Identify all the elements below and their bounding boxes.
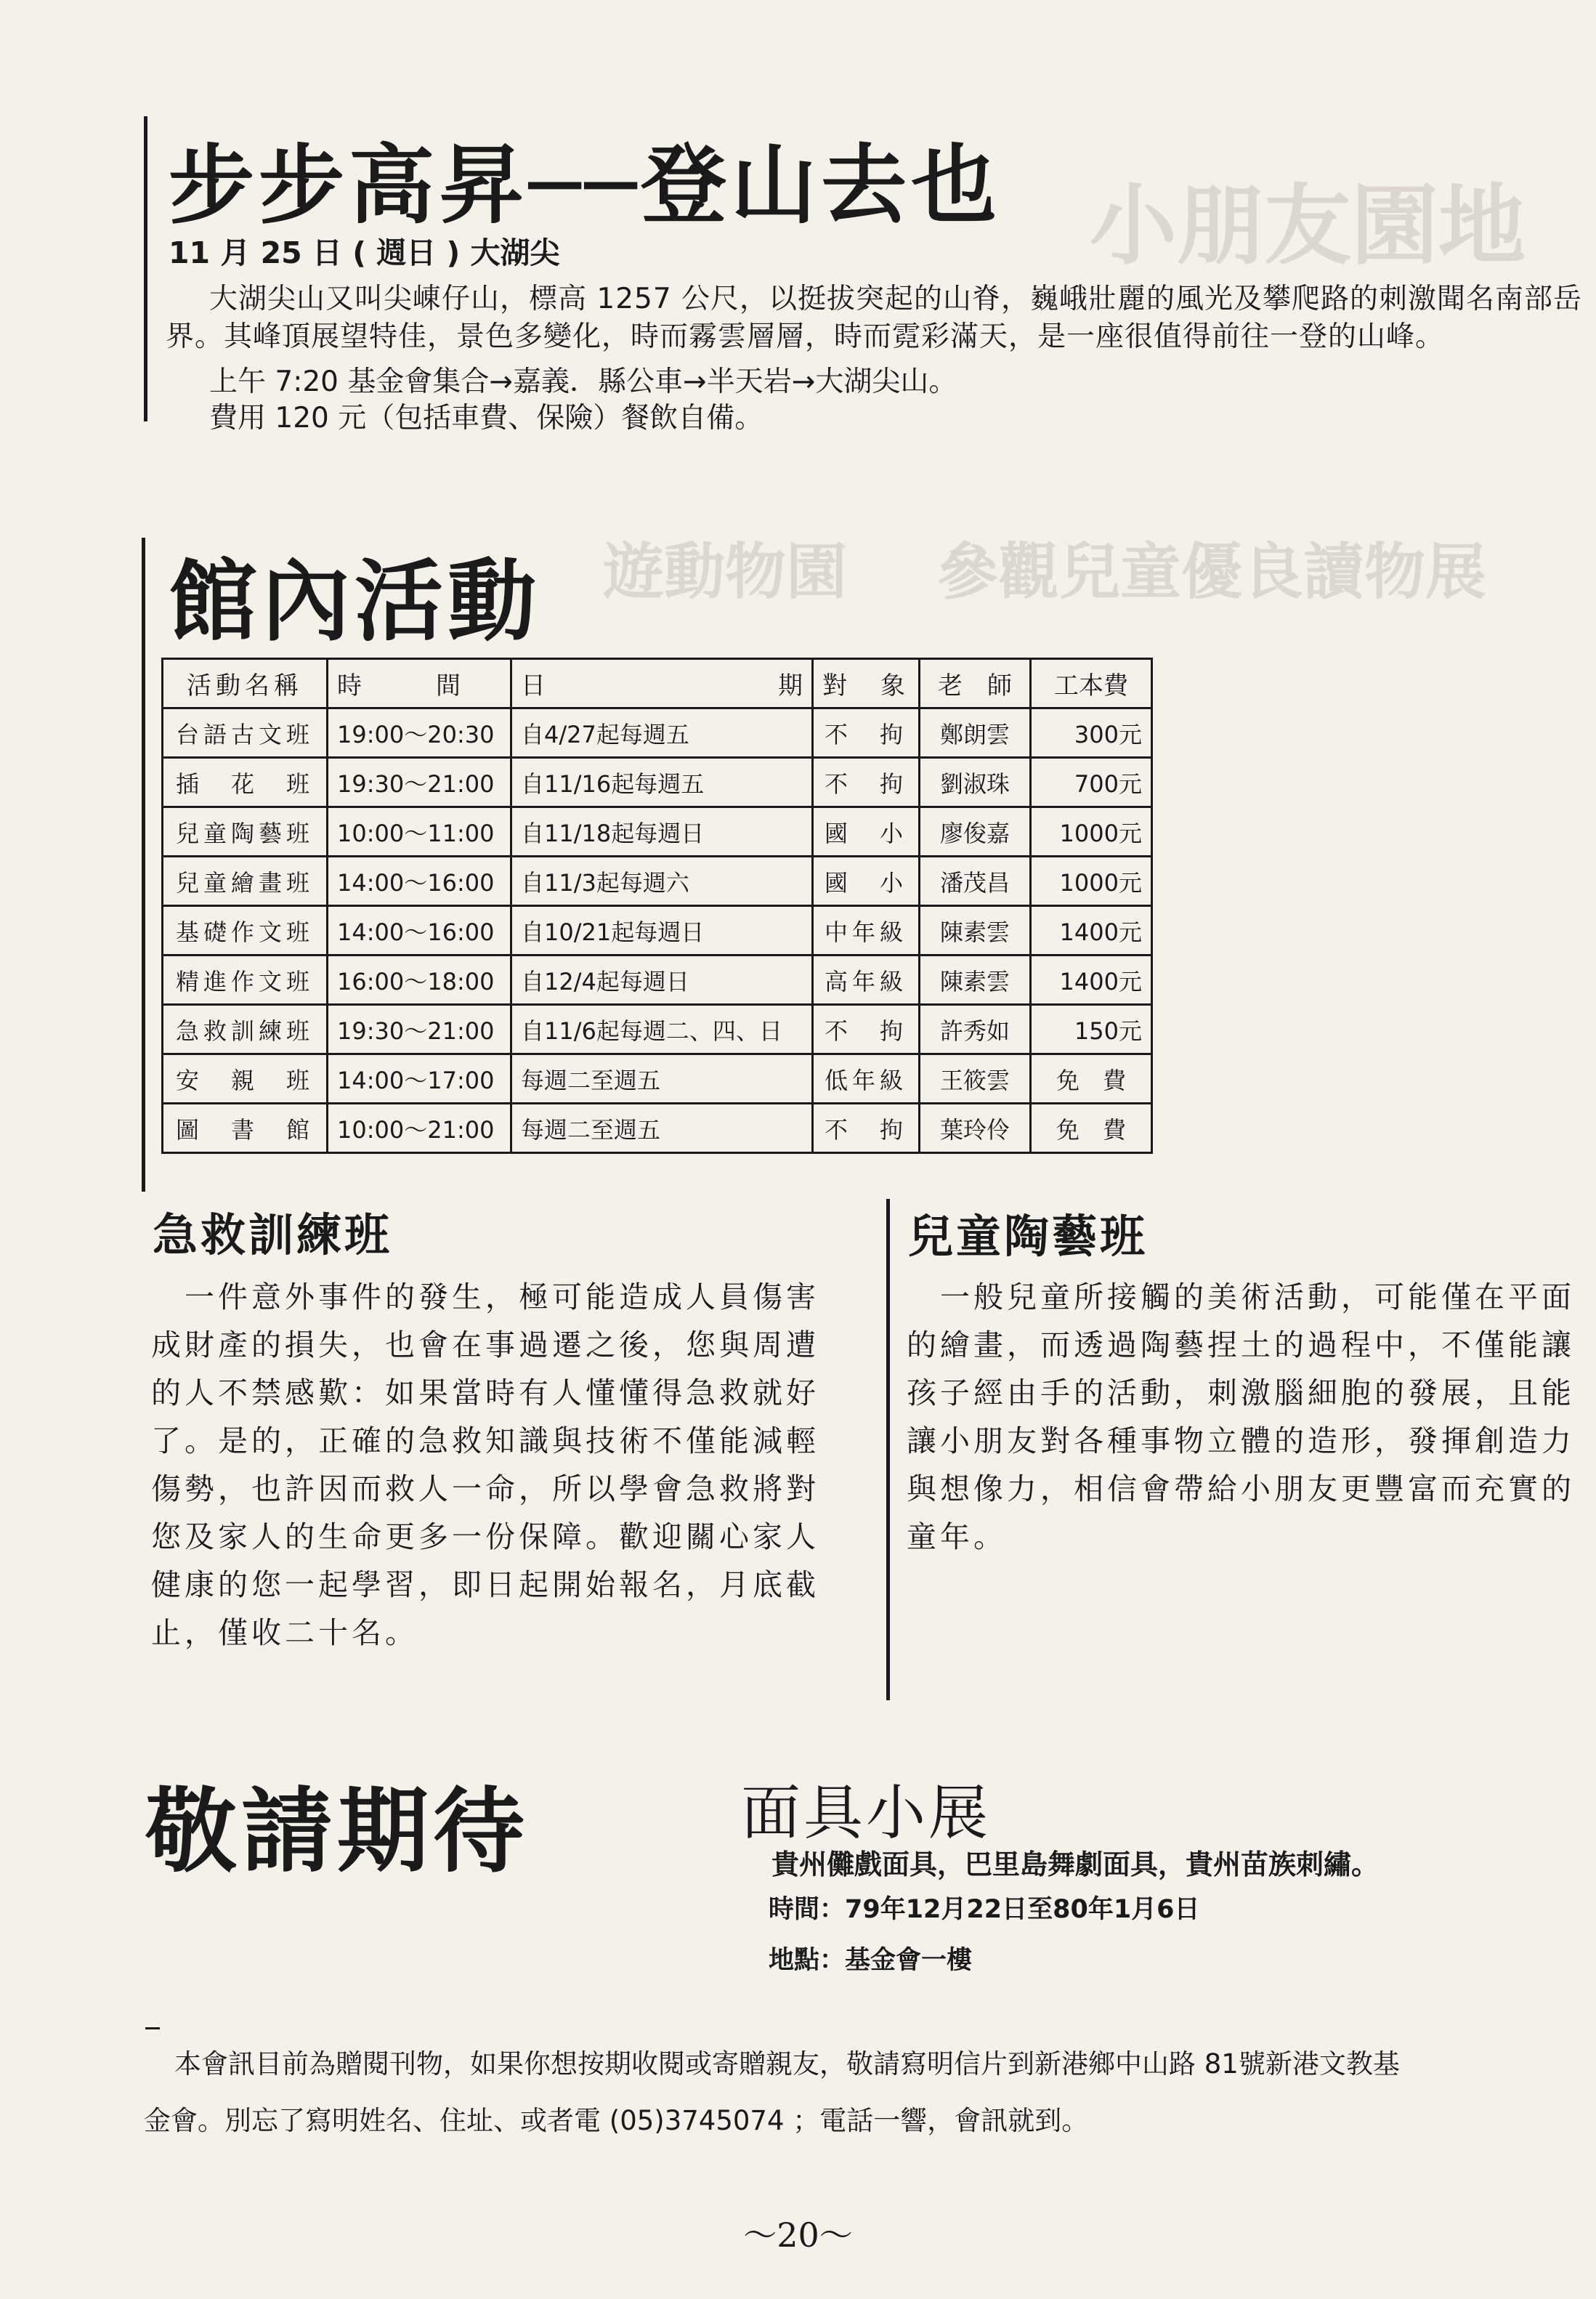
activity-name: 急救訓練班 bbox=[163, 1005, 328, 1054]
pottery-line: 孩子經由手的活動，刺激腦細胞的發展，且能 bbox=[907, 1375, 1575, 1410]
hiking-title: 步步高昇──登山去也 bbox=[169, 134, 1002, 235]
activity-teacher: 陳素雲 bbox=[920, 906, 1031, 955]
bleed-through-text: 遊動物園 bbox=[603, 536, 848, 607]
activity-teacher: 陳素雲 bbox=[920, 955, 1031, 1005]
exhibit-title: 面具小展 bbox=[741, 1779, 992, 1848]
activity-date: 自11/6起每週二、四、日 bbox=[511, 1005, 813, 1054]
activity-date: 自10/21起每週日 bbox=[511, 906, 813, 955]
firstaid-title: 急救訓練班 bbox=[153, 1208, 393, 1261]
activities-title: 館內活動 bbox=[169, 549, 540, 653]
activity-time: 19:00～20:30 bbox=[328, 708, 511, 758]
header-date-right: 期 bbox=[778, 671, 803, 700]
notice-line-2: 金會。別忘了寫明姓名、住址、或者電 (05)3745074 ；電話一響，會訊就到。 bbox=[144, 2105, 1089, 2136]
firstaid-line: 成財產的損失，也會在事過遷之後，您與周遭 bbox=[151, 1328, 819, 1362]
table-row bbox=[163, 758, 1152, 807]
activity-fee: 免 費 bbox=[1031, 1054, 1152, 1104]
pottery-line: 一般兒童所接觸的美術活動，可能僅在平面 bbox=[907, 1280, 1575, 1314]
activity-time: 10:00～21:00 bbox=[328, 1104, 511, 1153]
table-row bbox=[163, 1104, 1152, 1153]
activity-time: 14:00～17:00 bbox=[328, 1054, 511, 1104]
activity-name: 精進作文班 bbox=[163, 955, 328, 1005]
activity-time: 19:30～21:00 bbox=[328, 758, 511, 807]
exhibit-time: 時間：79年12月22日至80年1月6日 bbox=[769, 1895, 1200, 1924]
activity-date: 自11/18起每週日 bbox=[511, 807, 813, 857]
header-date-left: 日 bbox=[521, 671, 546, 700]
firstaid-line: 一件意外事件的發生，極可能造成人員傷害 bbox=[151, 1280, 819, 1314]
firstaid-line: 您及家人的生命更多一份保障。歡迎關心家人 bbox=[151, 1519, 819, 1554]
activity-target: 高年級 bbox=[813, 955, 920, 1005]
table-row bbox=[163, 1054, 1152, 1104]
firstaid-line: 傷勢，也許因而救人一命，所以學會急救將對 bbox=[151, 1471, 819, 1506]
table-header-row bbox=[163, 659, 1152, 708]
firstaid-line: 健康的您一起學習，即日起開始報名，月底截 bbox=[151, 1567, 819, 1602]
activity-target: 不 拘 bbox=[813, 758, 920, 807]
section-bar bbox=[144, 116, 147, 421]
firstaid-line: 止，僅收二十名。 bbox=[151, 1615, 418, 1650]
activity-fee: 1400元 bbox=[1031, 906, 1152, 955]
activity-name: 插 花 班 bbox=[163, 758, 328, 807]
activity-date: 自11/3起每週六 bbox=[511, 857, 813, 906]
firstaid-line: 的人不禁感歎：如果當時有人懂懂得急救就好 bbox=[151, 1375, 819, 1410]
notice-rule bbox=[145, 2027, 160, 2029]
section-bar bbox=[142, 538, 145, 1192]
section-bar bbox=[886, 1199, 890, 1700]
activity-time: 14:00～16:00 bbox=[328, 857, 511, 906]
activity-schedule-table bbox=[161, 658, 1153, 1154]
activity-fee: 300元 bbox=[1031, 708, 1152, 758]
activity-target: 國 小 bbox=[813, 807, 920, 857]
table-row bbox=[163, 1005, 1152, 1054]
activity-teacher: 許秀如 bbox=[920, 1005, 1031, 1054]
header-name: 活動名稱 bbox=[163, 659, 328, 708]
upcoming-title: 敬請期待 bbox=[145, 1777, 529, 1885]
activity-fee: 150元 bbox=[1031, 1005, 1152, 1054]
hiking-fee: 費用 120 元（包括車費、保險）餐飲自備。 bbox=[209, 402, 763, 435]
table-row bbox=[163, 906, 1152, 955]
table-row bbox=[163, 955, 1152, 1005]
header-target: 對 象 bbox=[813, 659, 920, 708]
activity-date: 自4/27起每週五 bbox=[511, 708, 813, 758]
notice-line-1: 本會訊目前為贈閱刊物，如果你想按期收閱或寄贈親友，敬請寫明信片到新港鄉中山路 81號新港文教基 bbox=[174, 2048, 1400, 2080]
activity-name: 安 親 班 bbox=[163, 1054, 328, 1104]
activity-date: 自12/4起每週日 bbox=[511, 955, 813, 1005]
activity-target: 低年級 bbox=[813, 1054, 920, 1104]
activity-fee: 免 費 bbox=[1031, 1104, 1152, 1153]
activity-teacher: 劉淑珠 bbox=[920, 758, 1031, 807]
activity-target: 中年級 bbox=[813, 906, 920, 955]
activity-time: 16:00～18:00 bbox=[328, 955, 511, 1005]
activity-date: 每週二至週五 bbox=[511, 1104, 813, 1153]
activity-teacher: 葉玲伶 bbox=[920, 1104, 1031, 1153]
page-number: ～20～ bbox=[743, 2215, 853, 2255]
table-row bbox=[163, 857, 1152, 906]
activity-teacher: 廖俊嘉 bbox=[920, 807, 1031, 857]
firstaid-body bbox=[151, 1273, 878, 1657]
hiking-itinerary: 上午 7:20 基金會集合→嘉義．縣公車→半天岩→大湖尖山。 bbox=[209, 365, 957, 398]
activity-teacher: 鄭朗雲 bbox=[920, 708, 1031, 758]
pottery-line: 讓小朋友對各種事物立體的造形，發揮創造力 bbox=[907, 1423, 1575, 1458]
header-teacher: 老 師 bbox=[920, 659, 1031, 708]
activity-name: 兒童繪畫班 bbox=[163, 857, 328, 906]
bleed-through-text: 參觀兒童優良讀物展 bbox=[937, 536, 1487, 607]
activity-target: 不 拘 bbox=[813, 708, 920, 758]
activity-fee: 700元 bbox=[1031, 758, 1152, 807]
table-row bbox=[163, 708, 1152, 758]
header-time: 時 間 bbox=[328, 659, 511, 708]
bleed-through-text: 小朋友園地 bbox=[1090, 174, 1526, 277]
activity-name: 台語古文班 bbox=[163, 708, 328, 758]
activity-fee: 1400元 bbox=[1031, 955, 1152, 1005]
activity-target: 不 拘 bbox=[813, 1005, 920, 1054]
pottery-line: 的繪畫，而透過陶藝捏土的過程中，不僅能讓 bbox=[907, 1328, 1575, 1362]
activity-time: 19:30～21:00 bbox=[328, 1005, 511, 1054]
pottery-title: 兒童陶藝班 bbox=[908, 1210, 1149, 1263]
table-row bbox=[163, 807, 1152, 857]
pottery-line: 與想像力，相信會帶給小朋友更豐富而充實的 bbox=[907, 1471, 1575, 1506]
pottery-line: 童年。 bbox=[907, 1519, 1007, 1554]
activity-teacher: 潘茂昌 bbox=[920, 857, 1031, 906]
header-fee: 工本費 bbox=[1031, 659, 1152, 708]
pottery-body bbox=[907, 1273, 1589, 1561]
activity-name: 基礎作文班 bbox=[163, 906, 328, 955]
activity-time: 14:00～16:00 bbox=[328, 906, 511, 955]
hiking-subtitle: 11 月 25 日 ( 週日 ) 大湖尖 bbox=[169, 235, 560, 270]
activity-name: 兒童陶藝班 bbox=[163, 807, 328, 857]
exhibit-place: 地點：基金會一樓 bbox=[769, 1946, 973, 1975]
activity-date: 每週二至週五 bbox=[511, 1054, 813, 1104]
activity-fee: 1000元 bbox=[1031, 857, 1152, 906]
header-date bbox=[511, 659, 813, 708]
activity-name: 圖 書 館 bbox=[163, 1104, 328, 1153]
activity-time: 10:00～11:00 bbox=[328, 807, 511, 857]
exhibit-description: 貴州儺戲面具，巴里島舞劇面具，貴州苗族刺繡。 bbox=[771, 1849, 1380, 1880]
activity-teacher: 王筱雲 bbox=[920, 1054, 1031, 1104]
activity-fee: 1000元 bbox=[1031, 807, 1152, 857]
activity-date: 自11/16起每週五 bbox=[511, 758, 813, 807]
firstaid-line: 了。是的，正確的急救知識與技術不僅能減輕 bbox=[151, 1423, 819, 1458]
hiking-description: 大湖尖山又叫尖崠仔山，標高 1257 公尺，以挺拔突起的山脊，巍峨壯麗的風光及攀爬路的刺激聞名南部岳界。其峰頂展望特佳，景色多變化，時而霧雲層層，時而霓彩滿天，是一座很值得前往一登的山峰。 bbox=[166, 283, 1583, 353]
activity-target: 不 拘 bbox=[813, 1104, 920, 1153]
activity-target: 國 小 bbox=[813, 857, 920, 906]
